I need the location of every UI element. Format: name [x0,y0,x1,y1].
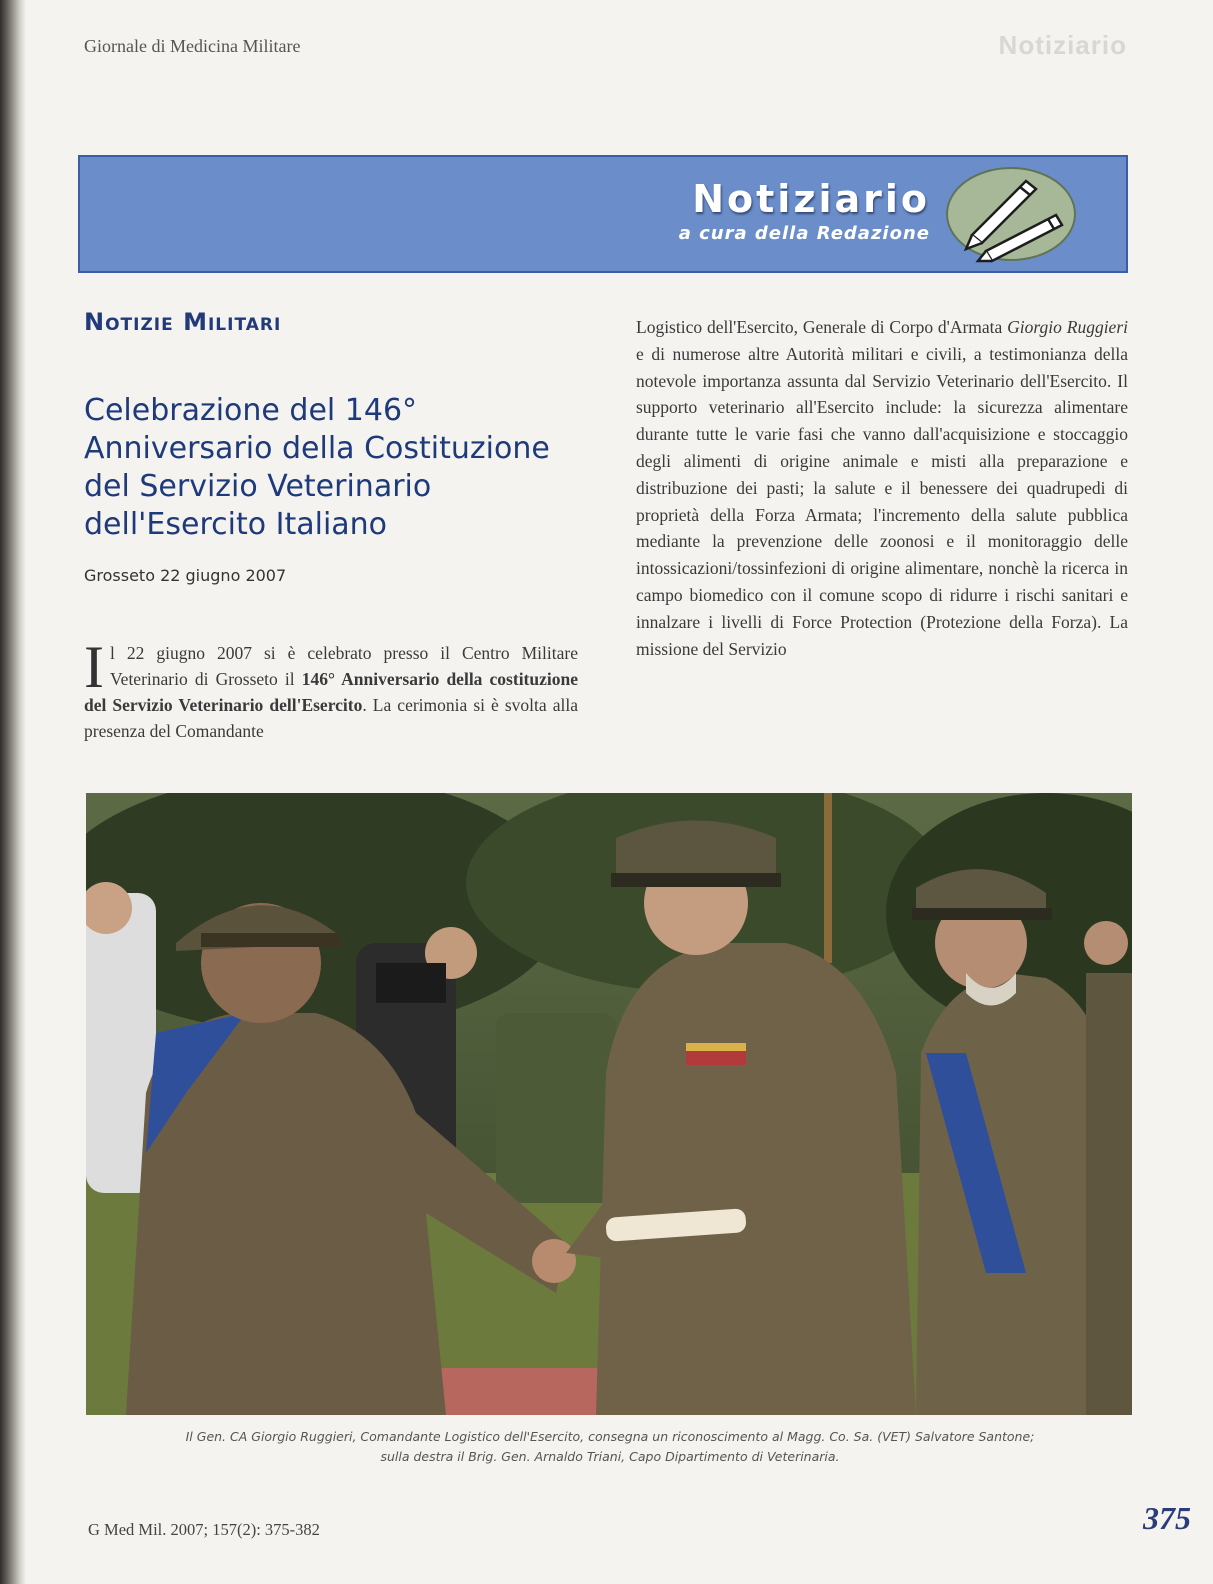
section-title: Notizie Militari [84,308,282,336]
lead-text-end: . La cerimonia si è svolta alla presenza del Comandante [84,695,578,741]
body-text-continued: e di numerose altre Autorità militari e civili, a testimonianza della notevole importanza assunta dal Servizio Veterinario dell'Esercito. Il supporto veterinario all'Esercito include: la sicurezza alimentare durante tutte le varie fasi che vanno dall'acquisizione e stoccaggio degli alimenti di origine animale e misti alla preparazione e distribuzione dei pasti; la salute e il benessere dei quadrupedi di proprietà della Forza Armata; l'incremento della salute pubblica mediante la prevenzione delle zoonosi e il monitoraggio delle intossicazioni/tossinfezioni di origine alimentare, nonchè la ricerca in campo biomedico con il comune scopo di ridurre i rischi sanitari e innalzare i livelli di Force Protection (Protezione della Forza). La missione del Servizio [636,343,1128,659]
photo-caption [100,1427,1120,1467]
lead-text: l 22 giugno 2007 si è celebrato presso il Centro Militare Veterinario di Grosseto il [109,643,578,689]
journal-name: Giornale di Medicina Militare [84,36,301,56]
drop-cap: I [84,634,104,700]
journal-citation: G Med Mil. 2007; 157(2): 375-382 [88,1520,320,1539]
body-italic-name: Giorgio Ruggieri [1007,317,1128,337]
page-number: 375 [1143,1500,1191,1536]
pens-icon [944,165,1078,263]
page-gutter-shadow [0,0,26,1584]
article-column-right [636,314,1128,662]
article-title: Celebrazione del 146° Anniversario della Costituzione del Servizio Veterinario dell'Esercito Italiano [84,393,550,542]
ceremony-photo [86,793,1132,1415]
banner-title: Notiziario [692,177,930,221]
show-through-heading: Notiziario [998,30,1127,60]
caption-line-2: sulla destra il Brig. Gen. Arnaldo Triani, Capo Dipartimento di Veterinaria. [380,1449,840,1464]
article-column-left [84,634,579,744]
caption-line-1: Il Gen. CA Giorgio Ruggieri, Comandante Logistico dell'Esercito, consegna un riconoscimento al Magg. Co. Sa. (VET) Salvatore Santone; [185,1429,1035,1444]
banner-subtitle: a cura della Redazione [678,223,930,244]
notiziario-banner [78,155,1128,273]
article-dateline: Grosseto 22 giugno 2007 [84,566,287,585]
body-text: Logistico dell'Esercito, Generale di Corpo d'Armata [636,317,1008,337]
lead-bold-text: 146° Anniversario della costituzione del Servizio Veterinario dell'Esercito [84,669,579,715]
